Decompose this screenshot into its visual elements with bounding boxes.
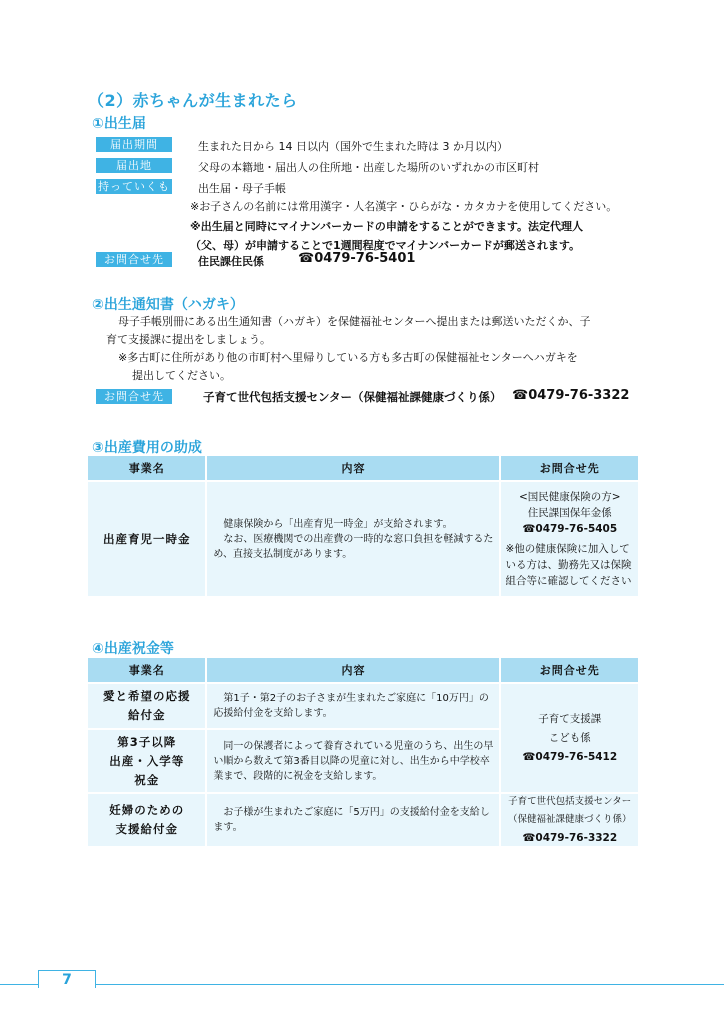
program-description: 同一の保護者によって養育されている児童のうち、出生の早い順から数えて第3番目以降の児童に対し、出生から中学校卒業まで、段階的に祝金を支給します。: [207, 730, 499, 792]
program-name-line: 愛と希望の応援: [102, 689, 191, 703]
program-contact: [501, 684, 638, 792]
contact-office: 住民課住民係: [198, 255, 264, 268]
header-contact: お問合せ先: [501, 456, 638, 480]
contact-line: <国民健康保険の方>: [518, 491, 621, 503]
items-to-bring-text: 出生届・母子手帳: [198, 182, 286, 195]
birth-notice-heading: ②出生通知書（ハガキ）: [92, 297, 244, 313]
contact-tel: ☎0479-76-5412: [522, 751, 618, 763]
birth-registration-heading: ①出生届: [92, 116, 146, 132]
header-program: 事業名: [88, 658, 205, 682]
contact-tel: ☎0479-76-5401: [298, 251, 416, 266]
tag-items-to-bring: 持っていくもの: [98, 180, 170, 208]
note-names: ※お子さんの名前には常用漢字・人名漢字・ひらがな・カタカナを使用してください。: [190, 200, 618, 213]
header-contact: お問合せ先: [501, 658, 638, 682]
contact-line: 子育て支援課: [538, 713, 602, 725]
program-name-line: 出産・入学等: [109, 753, 185, 768]
program-name: [88, 794, 205, 846]
page-number: 7: [38, 970, 96, 988]
notice-paragraph-2: 育て支援課に提出をしましょう。: [106, 333, 271, 346]
description-line: なお、医療機関での出産費の一時的な窓口負担を軽減するため、直接支払制度があります。: [213, 533, 494, 560]
table-row: [88, 794, 638, 846]
note-mynumber-2: （父、母）が申請することで1週間程度でマイナンバーカードが郵送されます。: [190, 239, 581, 252]
birth-cost-heading: ③出産費用の助成: [92, 440, 202, 456]
program-name: [88, 730, 205, 792]
contact-line: 子育て世代包括支援センター: [508, 796, 632, 807]
program-name-line: 祝金: [134, 772, 160, 787]
birth-cost-table: [86, 454, 640, 598]
contact-line: （保健福祉課健康づくり係）: [507, 814, 632, 825]
birth-gift-heading: ④出産祝金等: [92, 641, 174, 657]
notice-paragraph-4: 提出してください。: [132, 369, 231, 382]
program-description: [207, 482, 499, 596]
program-contact: [501, 482, 638, 596]
contact-line: 住民課国保年金係: [527, 507, 612, 519]
program-name-line: 第3子以降: [117, 734, 177, 749]
description-line: 健康保険から「出産育児一時金」が支給されます。: [223, 518, 453, 530]
contact-tel: ☎0479-76-3322: [512, 388, 630, 403]
tag-filing-period: 届出期間: [96, 137, 172, 152]
section-title: （2）赤ちゃんが生まれたら: [88, 91, 298, 110]
table-row: [88, 684, 638, 728]
program-name-line: 妊婦のための: [109, 803, 185, 817]
program-name: [88, 684, 205, 728]
program-description: お子様が生まれたご家庭に「5万円」の支援給付金を支給します。: [207, 794, 499, 846]
note-mynumber-1: ※出生届と同時にマイナンバーカードの申請をすることができます。法定代理人: [190, 220, 584, 233]
contact-tel: ☎0479-76-3322: [522, 832, 618, 844]
program-contact: [501, 794, 638, 846]
contact-line: こども係: [548, 732, 591, 744]
footer-rule: [0, 984, 724, 985]
table-row: [88, 482, 638, 596]
filing-period-text: 生まれた日から 14 日以内（国外で生まれた時は 3 か月以内）: [198, 140, 508, 153]
header-content: 内容: [207, 658, 499, 682]
contact-tel: ☎0479-76-5405: [522, 523, 618, 535]
filing-place-text: 父母の本籍地・届出人の住所地・出産した場所のいずれかの市区町村: [198, 161, 539, 174]
notice-paragraph-1: 母子手帳別冊にある出生通知書（ハガキ）を保健福祉センターへ提出または郵送いただくか、子: [118, 315, 591, 328]
program-name-line: 支援給付金: [115, 822, 178, 836]
contact-note: ※他の健康保険に加入している方は、勤務先又は保険組合等に確認してください: [505, 543, 632, 587]
program-description: 第1子・第2子のお子さまが生まれたご家庭に「10万円」の応援給付金を支給します。: [207, 684, 499, 728]
tag-contact: お問合せ先: [96, 389, 172, 404]
contact-office: 子育て世代包括支援センター（保健福祉課健康づくり係）: [203, 390, 502, 404]
notice-paragraph-3: ※多古町に住所があり他の市町村へ里帰りしている方も多古町の保健福祉センターへハガキを: [118, 351, 578, 364]
program-name: 出産育児一時金: [88, 482, 205, 596]
birth-gift-table: [86, 656, 640, 848]
header-content: 内容: [207, 456, 499, 480]
program-name-line: 給付金: [127, 708, 166, 722]
tag-contact: お問合せ先: [96, 252, 172, 267]
tag-filing-place: 届出地: [96, 158, 172, 173]
header-program: 事業名: [88, 456, 205, 480]
